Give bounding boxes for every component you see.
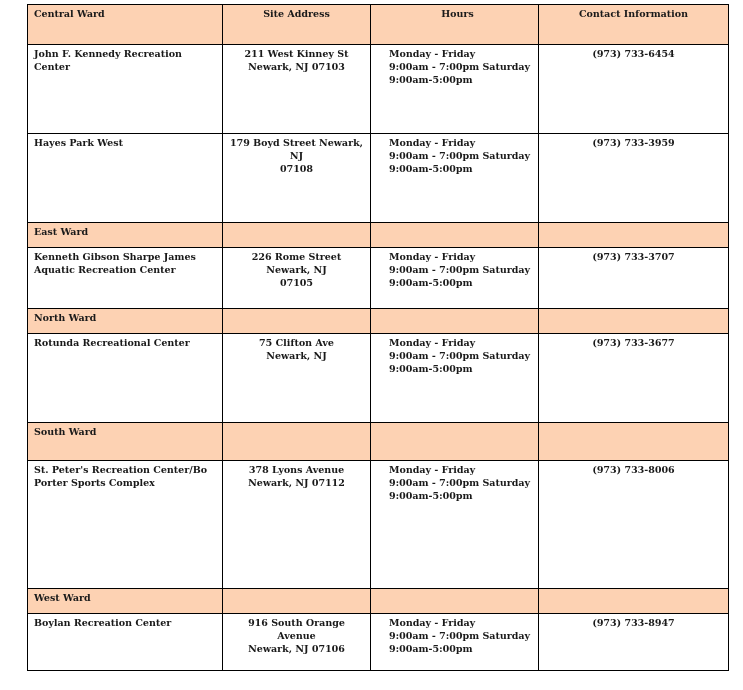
center-hours: Monday - Friday 9:00am - 7:00pm Saturday 9:00am-5:00pm <box>371 45 539 134</box>
ward-row-north <box>28 309 729 334</box>
header-site-address: Site Address <box>223 5 371 45</box>
center-phone: (973) 733-3677 <box>539 334 729 423</box>
center-name: Rotunda Recreational Center <box>28 334 223 423</box>
ward-row-west <box>28 589 729 614</box>
table-row <box>28 461 729 589</box>
ward-label: East Ward <box>28 223 223 248</box>
center-address: 179 Boyd Street Newark, NJ 07108 <box>223 134 371 223</box>
table-row <box>28 248 729 309</box>
center-phone: (973) 733-8947 <box>539 614 729 671</box>
center-name: Hayes Park West <box>28 134 223 223</box>
header-hours: Hours <box>371 5 539 45</box>
ward-row-east <box>28 223 729 248</box>
center-hours: Monday - Friday 9:00am - 7:00pm Saturday 9:00am-5:00pm <box>371 461 539 589</box>
center-address: 226 Rome Street Newark, NJ 07105 <box>223 248 371 309</box>
recreation-centers-table <box>27 4 729 671</box>
center-name: Kenneth Gibson Sharpe James Aquatic Recreation Center <box>28 248 223 309</box>
center-hours: Monday - Friday 9:00am - 7:00pm Saturday 9:00am-5:00pm <box>371 134 539 223</box>
center-address: 75 Clifton Ave Newark, NJ <box>223 334 371 423</box>
center-hours: Monday - Friday 9:00am - 7:00pm Saturday 9:00am-5:00pm <box>371 614 539 671</box>
center-phone: (973) 733-3959 <box>539 134 729 223</box>
ward-row-south <box>28 423 729 461</box>
center-name: John F. Kennedy Recreation Center <box>28 45 223 134</box>
table-row <box>28 134 729 223</box>
center-phone: (973) 733-6454 <box>539 45 729 134</box>
ward-label: South Ward <box>28 423 223 461</box>
center-address: 916 South Orange Avenue Newark, NJ 07106 <box>223 614 371 671</box>
center-phone: (973) 733-3707 <box>539 248 729 309</box>
center-hours: Monday - Friday 9:00am - 7:00pm Saturday 9:00am-5:00pm <box>371 334 539 423</box>
center-address: 211 West Kinney St Newark, NJ 07103 <box>223 45 371 134</box>
center-hours: Monday - Friday 9:00am - 7:00pm Saturday 9:00am-5:00pm <box>371 248 539 309</box>
center-address: 378 Lyons Avenue Newark, NJ 07112 <box>223 461 371 589</box>
center-name: St. Peter's Recreation Center/Bo Porter Sports Complex <box>28 461 223 589</box>
table-row <box>28 45 729 134</box>
table-row <box>28 614 729 671</box>
center-name: Boylan Recreation Center <box>28 614 223 671</box>
header-ward: Central Ward <box>28 5 223 45</box>
table-row <box>28 334 729 423</box>
table-header-row <box>28 5 729 45</box>
header-contact: Contact Information <box>539 5 729 45</box>
ward-label: North Ward <box>28 309 223 334</box>
ward-label: West Ward <box>28 589 223 614</box>
center-phone: (973) 733-8006 <box>539 461 729 589</box>
